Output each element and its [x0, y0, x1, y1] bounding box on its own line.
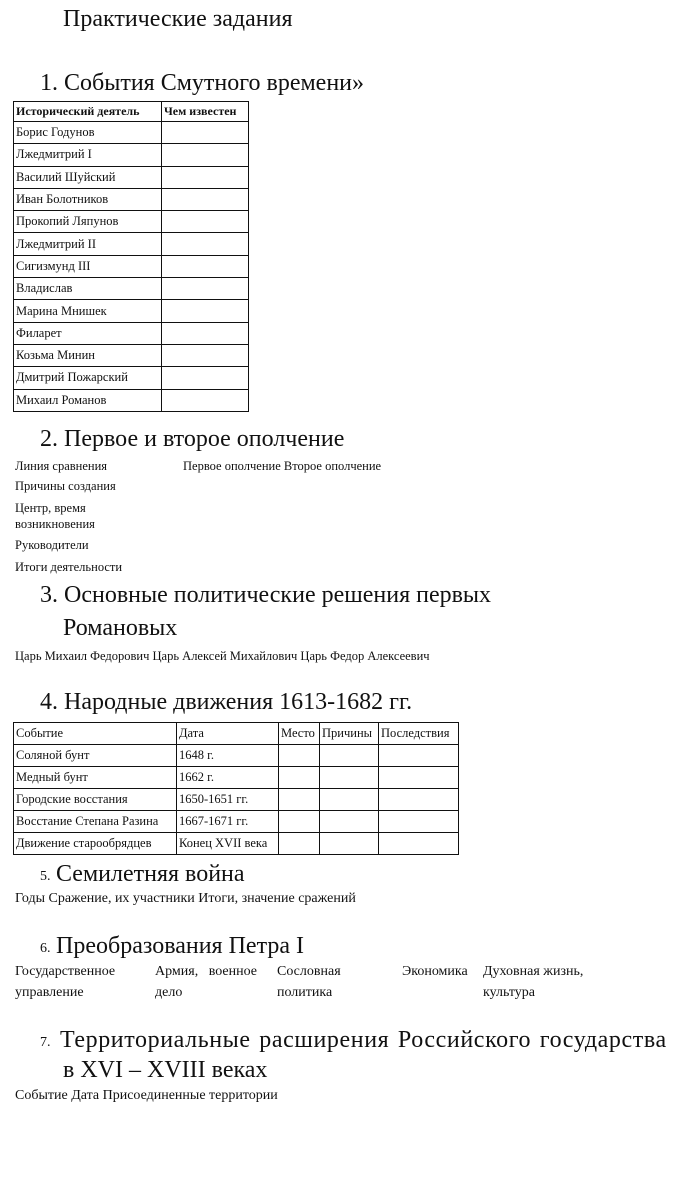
event-cell: Городские восстания	[14, 789, 177, 811]
row-label: Причины создания	[15, 479, 116, 493]
militia-columns: Первое ополчение Второе ополчение	[183, 459, 382, 473]
figure-name-cell: Филарет	[14, 322, 162, 344]
column-header: Чем известен	[162, 102, 249, 122]
row-label: Итоги деятельности	[15, 560, 123, 574]
tsars-columns: Царь Михаил Федорович Царь Алексей Михайлович Царь Федор Алексеевич	[15, 649, 430, 663]
table-row	[14, 300, 249, 322]
figure-name-cell: Лжедмитрий I	[14, 144, 162, 166]
figure-name-cell: Марина Мнишек	[14, 300, 162, 322]
section-7-number: 7.	[40, 1035, 51, 1050]
column-header: Исторический деятель	[14, 102, 162, 122]
figure-name-cell: Владислав	[14, 278, 162, 300]
war-columns: Годы Сражение, их участники Итоги, значение сражений	[15, 891, 356, 906]
column-header: Место	[279, 723, 320, 745]
column-header: Дата	[177, 723, 279, 745]
known-for-cell[interactable]	[162, 255, 249, 277]
table-row	[14, 833, 459, 855]
row-label: Руководители	[15, 538, 89, 552]
event-cell: Медный бунт	[14, 767, 177, 789]
known-for-cell[interactable]	[162, 278, 249, 300]
known-for-cell[interactable]	[162, 188, 249, 210]
figure-name-cell: Прокопий Ляпунов	[14, 211, 162, 233]
known-for-cell[interactable]	[162, 166, 249, 188]
figure-name-cell: Дмитрий Пожарский	[14, 367, 162, 389]
table-row	[14, 367, 249, 389]
section-3-heading: 3. Основные политические решения первых	[40, 582, 492, 608]
causes-cell[interactable]	[320, 745, 379, 767]
known-for-cell[interactable]	[162, 322, 249, 344]
figure-name-cell: Иван Болотников	[14, 188, 162, 210]
reform-column: Армия, военное	[155, 964, 257, 979]
table-row	[14, 389, 249, 411]
territory-columns: Событие Дата Присоединенные территории	[15, 1088, 278, 1103]
section-1-heading: 1. События Смутного времени»	[40, 70, 364, 96]
table-header-row	[14, 723, 459, 745]
figure-name-cell: Василий Шуйский	[14, 166, 162, 188]
section-3-heading-cont: Романовых	[63, 615, 178, 641]
reform-column: управление	[15, 985, 84, 1000]
section-7-heading: Территориальные расширения Российского государства	[60, 1027, 667, 1053]
date-cell: 1650-1651 гг.	[177, 789, 279, 811]
reform-column: Государственное	[15, 964, 116, 979]
page-title: Практические задания	[63, 6, 293, 32]
section-5-number: 5.	[40, 869, 51, 884]
section-2-heading: 2. Первое и второе ополчение	[40, 426, 345, 452]
reform-column: Сословная	[277, 964, 341, 979]
table-row	[14, 344, 249, 366]
section-7-heading-cont: в XVI – XVIII веках	[63, 1057, 268, 1083]
known-for-cell[interactable]	[162, 367, 249, 389]
date-cell: 1662 г.	[177, 767, 279, 789]
table-row	[14, 811, 459, 833]
figure-name-cell: Козьма Минин	[14, 344, 162, 366]
known-for-cell[interactable]	[162, 389, 249, 411]
row-label: возникновения	[15, 517, 95, 531]
figure-name-cell: Михаил Романов	[14, 389, 162, 411]
place-cell[interactable]	[279, 767, 320, 789]
place-cell[interactable]	[279, 833, 320, 855]
table-row	[14, 122, 249, 144]
place-cell[interactable]	[279, 745, 320, 767]
reform-column: Духовная жизнь,	[483, 964, 584, 979]
known-for-cell[interactable]	[162, 211, 249, 233]
causes-cell[interactable]	[320, 789, 379, 811]
known-for-cell[interactable]	[162, 344, 249, 366]
table-row	[14, 144, 249, 166]
table-row	[14, 188, 249, 210]
column-header: Причины	[320, 723, 379, 745]
movements-table	[13, 722, 459, 855]
row-label: Центр, время	[15, 501, 86, 515]
figure-name-cell: Лжедмитрий II	[14, 233, 162, 255]
section-6-number: 6.	[40, 941, 51, 956]
causes-cell[interactable]	[320, 811, 379, 833]
reform-column: политика	[277, 985, 333, 1000]
table-row	[14, 278, 249, 300]
comparison-label: Линия сравнения	[15, 459, 108, 473]
table-row	[14, 745, 459, 767]
table-row	[14, 255, 249, 277]
section-4-heading: 4. Народные движения 1613-1682 гг.	[40, 689, 413, 715]
table-row	[14, 211, 249, 233]
causes-cell[interactable]	[320, 833, 379, 855]
column-header: Событие	[14, 723, 177, 745]
section-5-heading: Семилетняя война	[56, 861, 245, 887]
consequences-cell[interactable]	[379, 745, 459, 767]
date-cell: Конец XVII века	[177, 833, 279, 855]
reform-column: дело	[155, 985, 183, 1000]
reform-column: Экономика	[402, 964, 468, 979]
consequences-cell[interactable]	[379, 789, 459, 811]
place-cell[interactable]	[279, 789, 320, 811]
event-cell: Движение старообрядцев	[14, 833, 177, 855]
figure-name-cell: Сигизмунд III	[14, 255, 162, 277]
reform-column: культура	[483, 985, 535, 1000]
table-header-row	[14, 102, 249, 122]
known-for-cell[interactable]	[162, 144, 249, 166]
event-cell: Соляной бунт	[14, 745, 177, 767]
figures-table	[13, 101, 249, 412]
consequences-cell[interactable]	[379, 833, 459, 855]
known-for-cell[interactable]	[162, 122, 249, 144]
consequences-cell[interactable]	[379, 811, 459, 833]
column-header: Последствия	[379, 723, 459, 745]
date-cell: 1648 г.	[177, 745, 279, 767]
table-row	[14, 767, 459, 789]
table-row	[14, 233, 249, 255]
table-row	[14, 166, 249, 188]
section-6-heading: Преобразования Петра I	[56, 933, 304, 959]
date-cell: 1667-1671 гг.	[177, 811, 279, 833]
consequences-cell[interactable]	[379, 767, 459, 789]
event-cell: Восстание Степана Разина	[14, 811, 177, 833]
known-for-cell[interactable]	[162, 233, 249, 255]
table-row	[14, 789, 459, 811]
table-row	[14, 322, 249, 344]
causes-cell[interactable]	[320, 767, 379, 789]
place-cell[interactable]	[279, 811, 320, 833]
known-for-cell[interactable]	[162, 300, 249, 322]
figure-name-cell: Борис Годунов	[14, 122, 162, 144]
